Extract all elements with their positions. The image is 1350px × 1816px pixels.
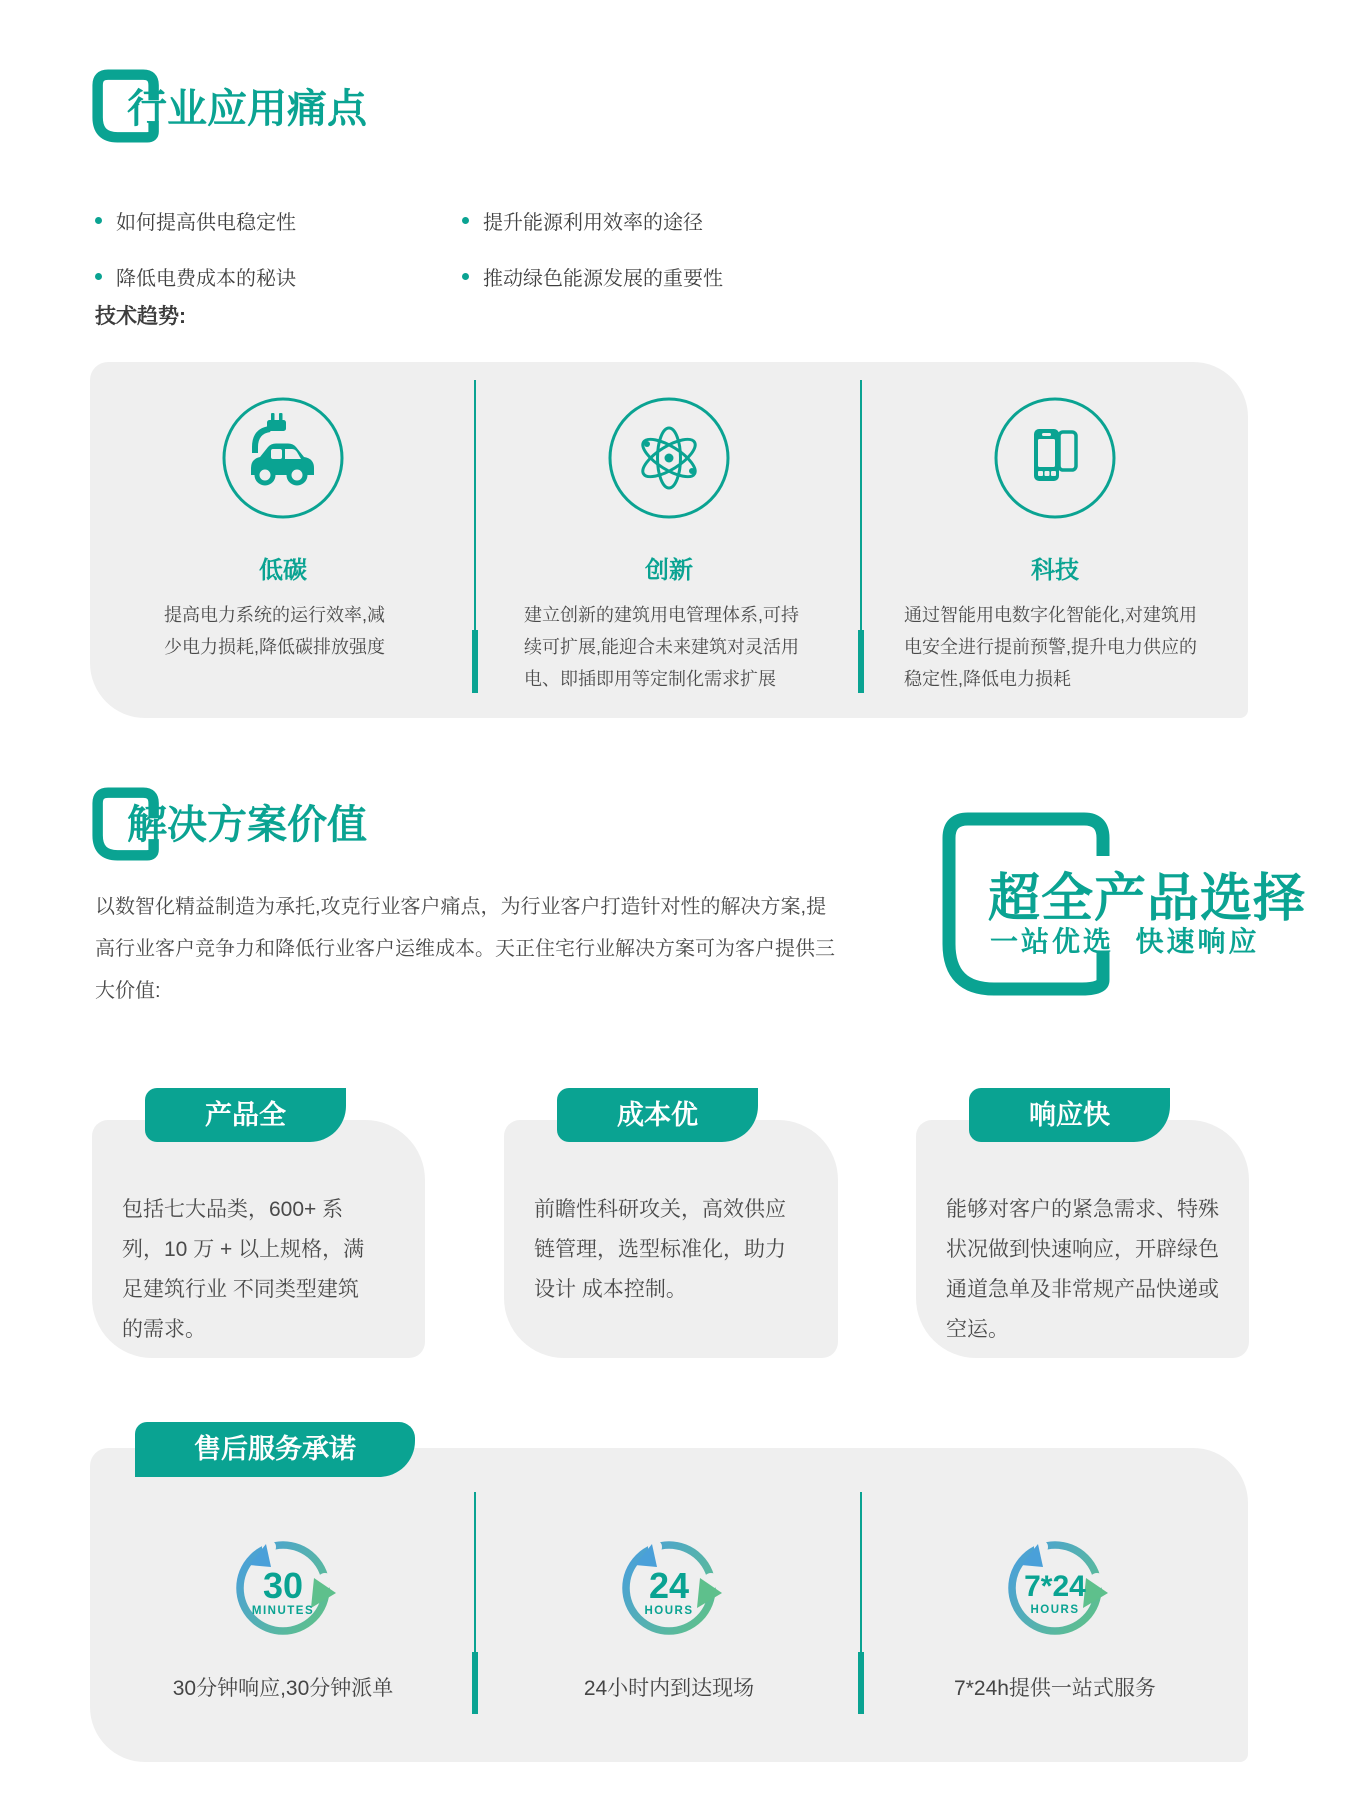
bullet-dot-icon (462, 217, 469, 224)
cycle-unit: MINUTES (251, 1605, 315, 1617)
service-item-24h (476, 1448, 862, 1702)
atom-icon (607, 396, 731, 520)
value-card-products (92, 1120, 425, 1358)
cycle-arrows-24-icon (615, 1534, 723, 1642)
pain-bullet (95, 206, 296, 235)
pain-bullet (462, 206, 703, 235)
trend-desc: 提高电力系统的运行效率,减少电力损耗,降低碳排放强度 (164, 605, 385, 657)
trend-desc: 通过智能用电数字化智能化,对建筑用电安全进行提前预警,提升电力供应的稳定性,降低电力损耗 (904, 605, 1197, 689)
solution-value-title: 解决方案价值 (127, 803, 367, 847)
bullet-text: 提升能源利用效率的途径 (483, 212, 703, 234)
column-divider (858, 380, 864, 693)
cycle-arrows-7x24-icon (1001, 1534, 1109, 1642)
value-tab-products: 产品全 (145, 1088, 346, 1142)
cycle-number: 7*24 (1024, 1570, 1086, 1603)
cycle-unit: HOURS (644, 1605, 694, 1617)
cycle-arrows-30-icon (229, 1534, 337, 1642)
service-tab: 售后服务承诺 (135, 1422, 415, 1477)
bullet-text: 如何提高供电稳定性 (116, 212, 296, 234)
service-caption: 30分钟响应,30分钟派单 (172, 1677, 394, 1700)
value-card-cost (504, 1120, 838, 1358)
bullet-dot-icon (95, 217, 102, 224)
bullet-dot-icon (95, 273, 102, 280)
pain-bullet (95, 262, 296, 291)
bullet-text: 降低电费成本的秘诀 (116, 268, 296, 290)
cycle-number: 24 (648, 1565, 690, 1606)
bullet-dot-icon (462, 273, 469, 280)
trend-title: 科技 (1031, 557, 1079, 584)
trend-card-low-carbon (90, 362, 476, 663)
pain-bullet (462, 262, 723, 291)
value-card-response (916, 1120, 1249, 1358)
service-item-30min (90, 1448, 476, 1702)
value-tab-cost: 成本优 (557, 1088, 758, 1142)
smart-devices-icon (993, 396, 1117, 520)
bullet-text: 推动绿色能源发展的重要性 (483, 268, 723, 290)
trend-desc: 建立创新的建筑用电管理体系,可持续可扩展,能迎合未来建筑对灵活用电、即插即用等定制化需求扩展 (524, 605, 799, 689)
solution-paragraph: 以数智化精益制造为承托,攻克行业客户痛点，为行业客户打造针对性的解决方案,提高行业客户竞争力和降低行业客户运维成本。天正住宅行业解决方案可为客户提供三大价值: (95, 896, 835, 1002)
promo-subtitle: 一站优选 快速响应 (990, 926, 1260, 957)
trend-title: 低碳 (259, 557, 307, 584)
service-caption: 7*24h提供一站式服务 (954, 1677, 1156, 1700)
pain-points-title: 行业应用痛点 (127, 87, 367, 131)
column-divider (472, 1492, 478, 1714)
column-divider (858, 1492, 864, 1714)
ev-car-icon (221, 396, 345, 520)
cycle-number: 30 (262, 1565, 304, 1606)
value-tab-response: 响应快 (969, 1088, 1170, 1142)
value-card-desc: 包括七大品类，600+ 系列，10 万 + 以上规格，满足建筑行业 不同类型建筑的需求。 (122, 1198, 365, 1341)
column-divider (472, 380, 478, 693)
service-item-7x24 (862, 1448, 1248, 1702)
value-card-desc: 前瞻性科研攻关，高效供应链管理，选型标准化，助力设计 成本控制。 (534, 1198, 786, 1301)
promo-title: 超全产品选择 (988, 870, 1307, 928)
service-caption: 24小时内到达现场 (583, 1677, 755, 1700)
trend-title: 创新 (645, 557, 693, 584)
trend-card-innovation (476, 362, 862, 695)
value-card-desc: 能够对客户的紧急需求、特殊状况做到快速响应，开辟绿色通道急单及非常规产品快递或空运。 (946, 1198, 1219, 1341)
cycle-unit: HOURS (1030, 1604, 1080, 1616)
trends-label: 技术趋势: (95, 305, 186, 328)
trend-card-technology (862, 362, 1248, 695)
